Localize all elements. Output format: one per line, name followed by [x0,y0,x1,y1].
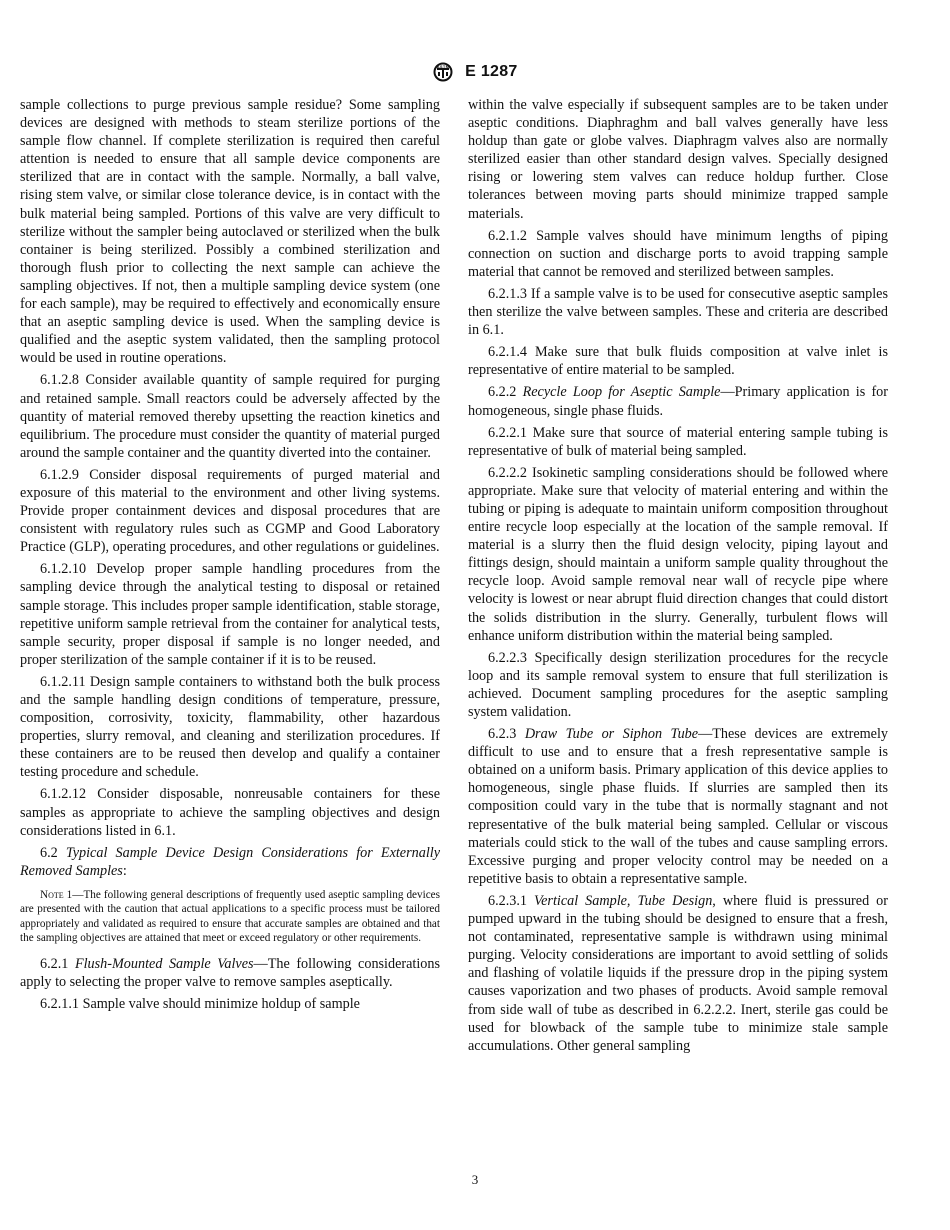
paragraph: 6.2.1.3 If a sample valve is to be used for consecutive aseptic samples then sterilize the valve between samples. These and criteria are described in 6.1. [468,285,888,339]
paragraph: 6.2.2.2 Isokinetic sampling considerations should be followed where appropriate. Make sure that velocity of material entering and within the tubing or piping is adequate to maintain uniform composition throughout entire recycle loop especially at the location of the sample removal. If material is a slurry then the fluid design velocity, piping layout and fittings design, should maintain a uniform sample quality throughout the recycle loop. Avoid sample removal near wall of recycle pipe where velocity is lowest or near abrupt fluid direction changes that could distort the solids distribution in the slurry. Generally, turbulent flows will enhance uniform distribution within the material being sampled. [468,464,888,644]
page-header [0,62,950,82]
page-number: 3 [471,1172,479,1187]
paragraph: 6.2.2.3 Specifically design sterilization procedures for the recycle loop and its sample removal system to ensure that full sterilization is achieved. Document sampling procedures for the aseptic sampling system validation. [468,649,888,720]
section-text: —These devices are extremely difficult to use and to ensure that a fresh representative sample is obtained on a uniform basis. Primary application of this device applies to homogeneous, single phase fluids. If slurries are sampled then its composition could vary in the tube that is normally stagnant and not representative of the bulk material being sampled. Cellular or viscous materials could stick to the wall of the tubes and cause sampling errors. Excessive purging and proper velocity control may be needed on a repetitive basis to obtain a representative sample. [468,726,888,887]
section-title: Flush-Mounted Sample Valves [74,955,254,972]
astm-logo-icon [432,62,454,82]
left-column [20,96,440,1017]
section-heading-paragraph [468,892,888,1055]
section-text: —Primary application is for homogeneous, single phase fluids. [468,384,889,419]
section-heading-paragraph [20,955,440,991]
paragraph: 6.1.2.8 Consider available quantity of sample required for purging and retained sample. Small reactors could be adversely affected by the quantity of material removed thereby upsetting the reaction kinetics and equilibrium. The procedure must consider the quantity of material purged around the sample container and the quantity diverted into the container. [20,372,440,461]
section-number: 6.2.3 [488,726,525,743]
section-title: Draw Tube or Siphon Tube [524,726,699,743]
paragraph: 6.1.2.10 Develop proper sample handling procedures from the sampling device through the analytical testing to disposal or retained sample storage. This includes proper sample identification, stable storage, repetitive uniform sample retrieval from the container for analytical tests, sample security, proper disposal if sample is no longer needed, and proper sterilization of the sample container if it is to be reused. [20,561,440,668]
paragraph: 6.1.2.11 Design sample containers to withstand both the bulk process and the sample handling design conditions of temperature, pressure, composition, corrosivity, toxicity, flammability, other hazardous properties, slurry removal, and cleaning and sterilization procedures. If these containers are to be reused then develop and qualify a container testing procedure and schedule. [20,673,440,781]
standard-designation: E 1287 [465,63,518,80]
section-heading-paragraph [468,725,888,888]
section-title: Recycle Loop for Aseptic Sample [522,384,721,401]
section-number: 6.2.3.1 [488,892,535,909]
paragraph: 6.1.2.9 Consider disposal requirements of purged material and exposure of this material to the environment and other living systems. Provide proper containment devices and disposal procedures that are consistent with regulatory rules such as CGMP and Good Laboratory Practice (GLP), operating procedures, and other regulations or guidelines. [20,466,440,556]
section-tail: : [122,862,127,879]
section-number: 6.2 [40,844,66,861]
note-label: Note 1 [40,888,73,901]
note [20,888,440,946]
section-heading-paragraph [468,383,888,419]
section-text: , where fluid is pressured or pumped upward in the tubing should be designed to ensure that a fresh, not contaminated, representative sample is withdrawn using minimal purging. Velocity considerations are important to avoid settling of solids and flashing of volatile liquids if the pressure drop in the piping system causes vaporization and two phases of products. Avoid sample removal from side wall of tube as described in 6.2.2.2. Inert, sterile gas could be used for blowback of the sample tube to minimize stale sample accumulations. Other general sampling [468,892,888,1054]
paragraph: 6.2.1.1 Sample valve should minimize holdup of sample [40,995,360,1012]
section-title: Vertical Sample, Tube Design [534,892,713,909]
paragraph: within the valve especially if subsequent samples are to be taken under aseptic conditions. Diaphraghm and ball valves generally have less holdup than gate or globe valves. Diaphragm valves also are normally sterilized easier than other standard design valves. Specially designed rising or lowering stem valves can reduce holdup further. Close tolerances between moving parts should minimize trapped sample materials. [468,97,888,222]
paragraph: 6.2.2.1 Make sure that source of material entering sample tubing is representative of bulk of material being sampled. [468,424,888,459]
paragraph: 6.2.1.2 Sample valves should have minimum lengths of piping connection on suction and discharge ports to avoid trapping sample material that cannot be removed and sterilized between samples. [468,227,888,280]
paragraph: 6.1.2.12 Consider disposable, nonreusable containers for these samples as appropriate to achieve the sampling objectives and design considerations listed in 6.1. [20,786,440,839]
section-heading-paragraph [20,844,440,880]
note-text: —The following general descriptions of frequently used aseptic sampling devices are presented with the caution that actual applications to a specific process must be tailored appropriately and validated as required to ensure that accurate samples are obtained and that the sampling objectives are attained that meet or exceed regulatory or other requirements. [20,888,440,945]
section-title: Typical Sample Device Design Considerations for Externally Removed Samples [20,844,440,879]
svg-text:ASTM: ASTM [437,64,450,69]
paragraph: sample collections to purge previous sample residue? Some sampling devices are designed with methods to steam sterilize portions of the sample flow channel. If complete sterilization is required then careful attention is needed to ensure that all sample device components are sterilized that are in contact with the sample. Normally, a ball valve, rising stem valve, or similar close tolerance device, is in contact with the bulk material being sampled. Portions of this valve are very difficult to sterilize without the sampler being autoclaved or sterilized when the bulk container is being sterilized. Possibly a combined sterilization and thorough flush prior to collecting the next sample can achieve the sampling objectives. If not, then a multiple sampling device system (one for each sample), may be required to effectively and economically ensure that an aseptic sampling device is used. When the sampling device is qualified and the aseptic system validated, then the sampling protocol would be used in routine operations. [20,97,440,367]
section-number: 6.2.1 [40,955,75,972]
right-column [468,96,888,1059]
section-number: 6.2.2 [488,384,523,401]
section-text: —The following considerations apply to selecting the proper valve to remove samples aseptically. [20,955,441,990]
paragraph: 6.2.1.4 Make sure that bulk fluids composition at valve inlet is representative of entire material to be sampled. [468,344,888,379]
